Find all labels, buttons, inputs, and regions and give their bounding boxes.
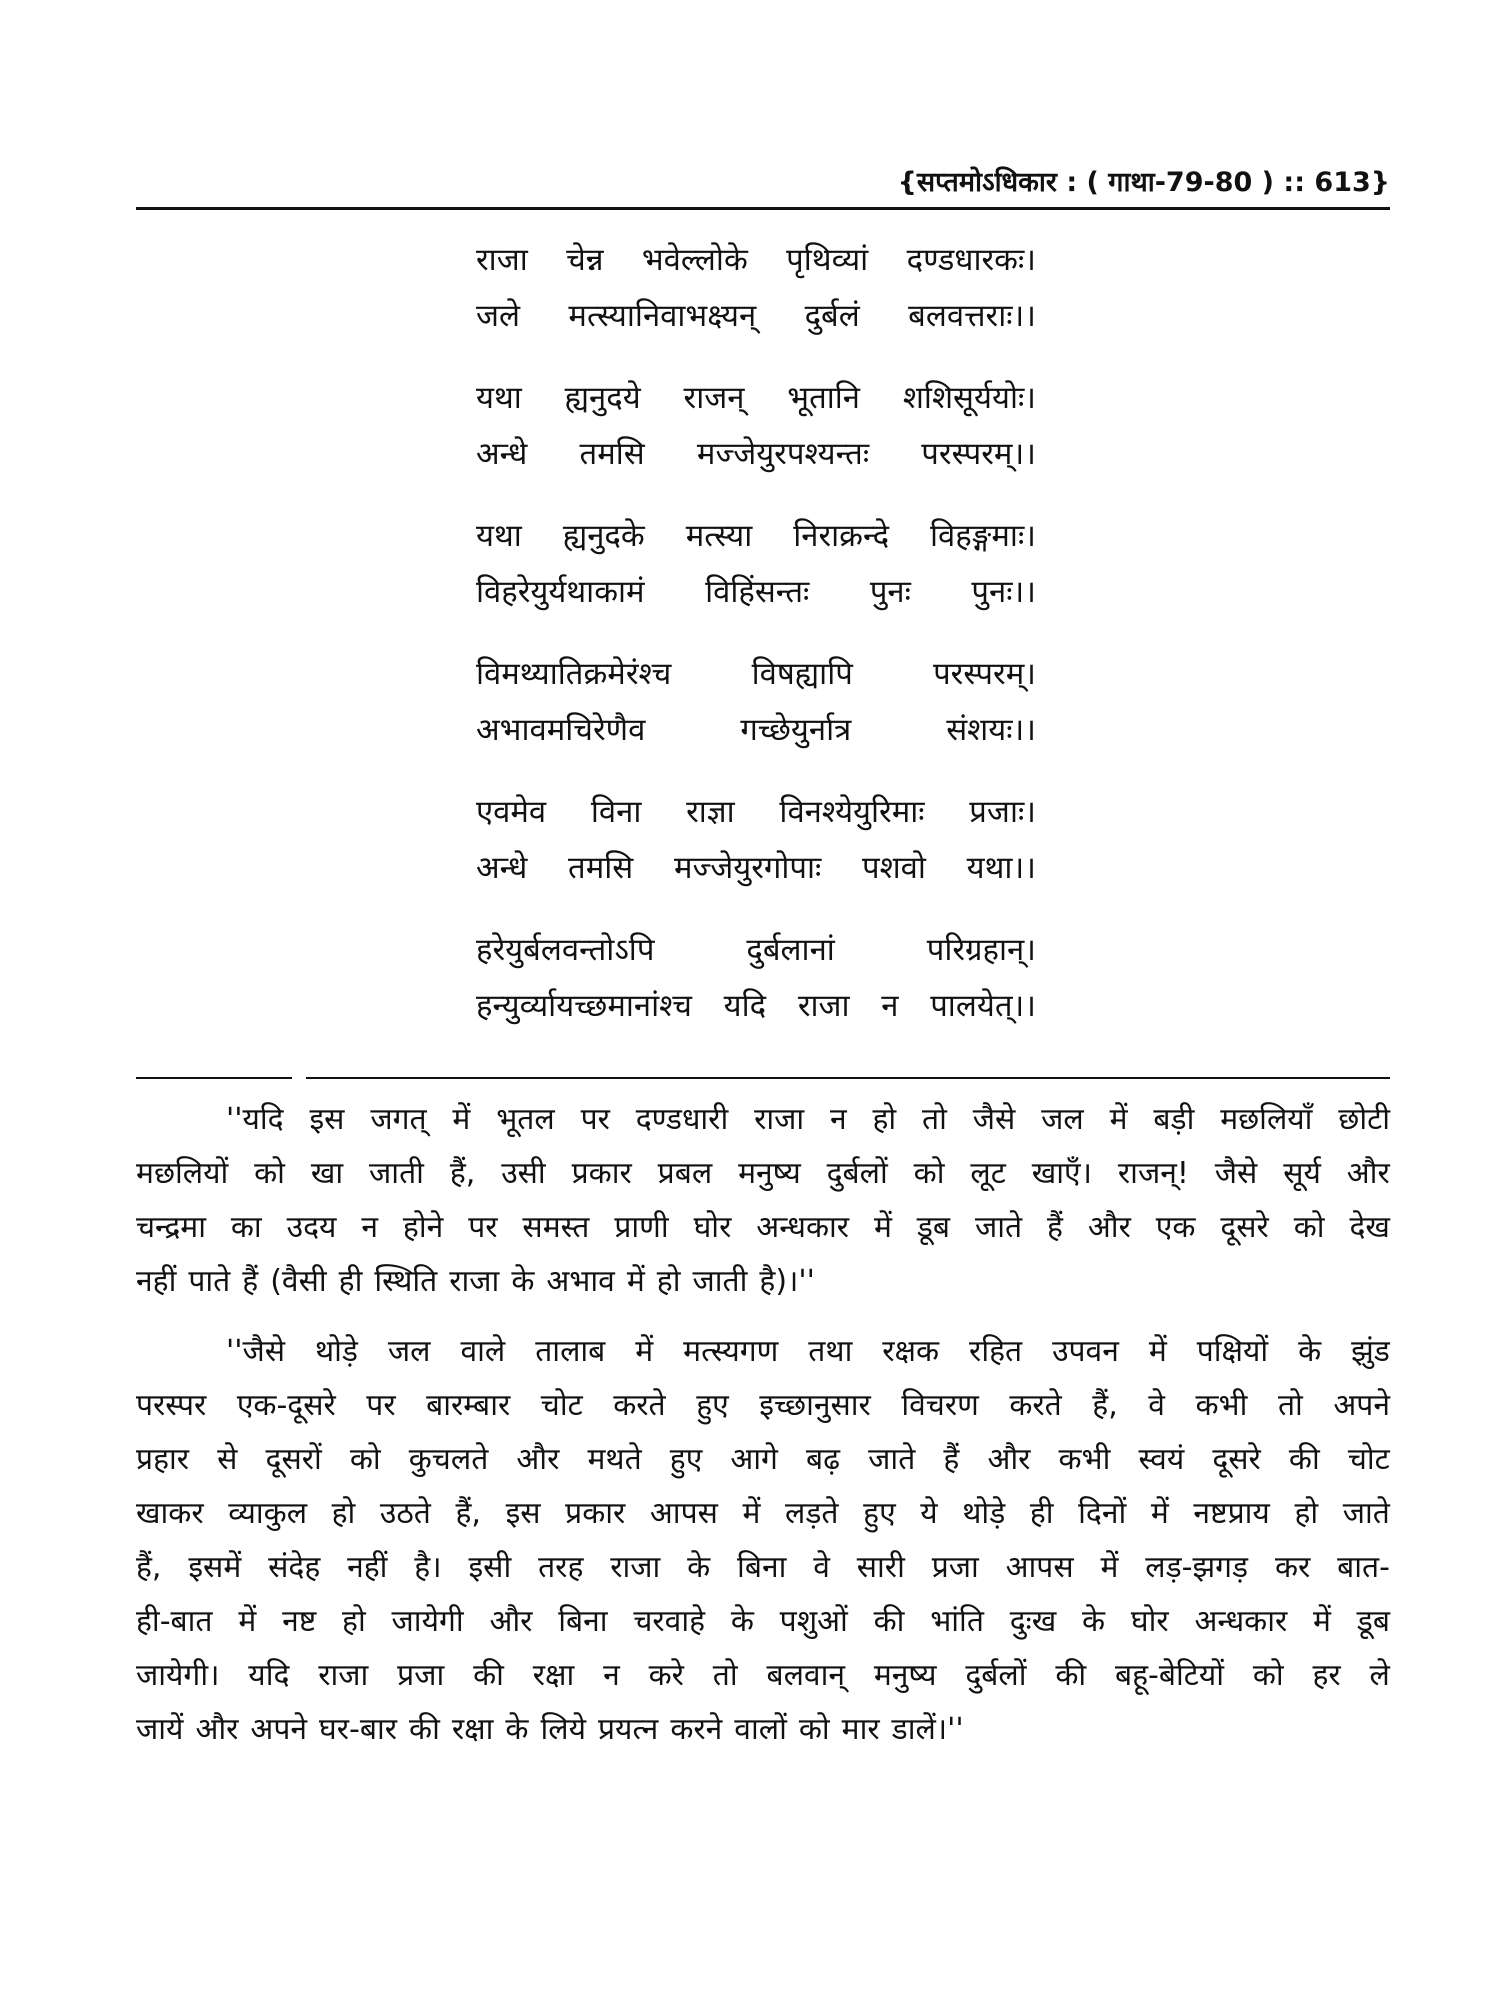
word: आपस — [649, 1496, 718, 1531]
word: तमसि — [579, 436, 645, 472]
word: जाती — [692, 1264, 748, 1299]
word: में — [452, 1102, 471, 1137]
word: पशुओं — [779, 1604, 848, 1639]
verse-line — [476, 702, 1036, 758]
word: विचरण — [901, 1388, 979, 1423]
word: भवेल्लोके — [641, 242, 748, 278]
word: भूतल — [496, 1102, 555, 1137]
word: की — [1288, 1442, 1320, 1477]
word: हैं — [943, 1442, 960, 1477]
word: लड़-झगड़ — [1145, 1550, 1249, 1585]
word: और — [489, 1604, 533, 1639]
word: न — [603, 1658, 620, 1693]
word: इस — [505, 1496, 541, 1531]
word: थोड़े — [314, 1334, 358, 1369]
word: के — [730, 1604, 754, 1639]
word: बात- — [1337, 1550, 1390, 1585]
word: में — [635, 1334, 654, 1369]
word: न — [881, 988, 899, 1024]
word: राजा — [797, 988, 850, 1024]
word: चोट — [1347, 1442, 1390, 1477]
word: जल — [1041, 1102, 1084, 1137]
word: सारी — [856, 1550, 905, 1585]
word: तालाब — [535, 1334, 606, 1369]
word: बिना — [558, 1604, 608, 1639]
word: संदेह — [268, 1550, 321, 1585]
word: जाते — [974, 1210, 1023, 1245]
word: हुए — [669, 1442, 703, 1477]
word: मत्स्यानिवाभक्ष्यन् — [568, 298, 757, 334]
word: कर — [1274, 1550, 1311, 1585]
word: विमथ्यातिक्रमेरंश्च — [476, 656, 672, 692]
word: ये — [920, 1496, 938, 1531]
word: पुनः।। — [971, 574, 1036, 610]
verse-line — [476, 840, 1036, 896]
word: जाते — [1342, 1496, 1390, 1531]
word: के — [505, 1712, 529, 1747]
word: पशवो — [861, 850, 926, 886]
paragraph-line — [136, 1703, 1390, 1757]
word: करते — [613, 1388, 666, 1423]
word: में — [873, 1210, 892, 1245]
word: दिनों — [1078, 1496, 1127, 1531]
word: हैं — [1047, 1210, 1063, 1245]
word: इसी — [468, 1550, 512, 1585]
header-rule — [136, 207, 1390, 210]
word: अन्धकार — [1194, 1604, 1288, 1639]
word: जगत् — [370, 1102, 427, 1137]
word: लिये — [540, 1712, 586, 1747]
word: हो — [342, 1604, 366, 1639]
word: ही — [1029, 1496, 1054, 1531]
word: को — [798, 1712, 830, 1747]
word: कुचलते — [408, 1442, 489, 1477]
sanskrit-verses — [476, 232, 1036, 1060]
word: प्रजाः। — [969, 794, 1036, 830]
word: नहीं — [347, 1550, 388, 1585]
paragraph-line — [136, 1201, 1390, 1255]
word: ''यदि — [226, 1102, 284, 1137]
paragraph-line — [136, 1649, 1390, 1703]
word: अपने — [250, 1712, 308, 1747]
word: यथा — [476, 518, 522, 554]
word: न — [361, 1210, 378, 1245]
word: और — [516, 1442, 560, 1477]
word: हरेयुर्बलवन्तोऽपि — [476, 932, 655, 968]
word: रक्षक — [882, 1334, 940, 1369]
word: में — [238, 1604, 257, 1639]
word: तरह — [538, 1550, 584, 1585]
word: संशयः।। — [946, 712, 1036, 748]
word: जाती — [369, 1156, 424, 1191]
word: से — [217, 1442, 238, 1477]
verse-line — [476, 922, 1036, 978]
verse-stanza — [476, 508, 1036, 620]
word: यथा।। — [966, 850, 1036, 886]
word: की — [1055, 1658, 1087, 1693]
word: उपवन — [1052, 1334, 1119, 1369]
word: दुर्बलं — [804, 298, 860, 334]
word: मथते — [587, 1442, 642, 1477]
word: करते — [1009, 1388, 1062, 1423]
word: तो — [1277, 1388, 1303, 1423]
word: हो — [872, 1102, 897, 1137]
word: घोर — [693, 1210, 732, 1245]
word: मार — [841, 1712, 880, 1747]
word: पर — [580, 1102, 610, 1137]
word: मनुष्य — [873, 1658, 937, 1693]
word: हैं, — [449, 1156, 476, 1191]
word: प्रजा — [397, 1658, 445, 1693]
word: बढ़ — [806, 1442, 841, 1477]
word: में — [1148, 1334, 1167, 1369]
word: आगे — [730, 1442, 778, 1477]
separator-rule-short — [136, 1077, 292, 1079]
word: चन्द्रमा — [136, 1210, 206, 1245]
verse-line — [476, 508, 1036, 564]
word: वाले — [460, 1334, 506, 1369]
verse-line — [476, 978, 1036, 1034]
word: गच्छेयुर्नात्र — [740, 712, 852, 748]
word: के — [1082, 1604, 1106, 1639]
word: और — [1087, 1210, 1131, 1245]
word: दूसरे — [1220, 1210, 1269, 1245]
word: परस्परम्।। — [921, 436, 1036, 472]
word: पालयेत्।। — [930, 988, 1036, 1024]
word: दण्डधारी — [635, 1102, 729, 1137]
word: दुर्बलों — [965, 1658, 1027, 1693]
word: दुर्बलानां — [746, 932, 835, 968]
word: की — [873, 1604, 905, 1639]
word: पक्षियों — [1196, 1334, 1269, 1369]
word: लड़ते — [785, 1496, 839, 1531]
word: एवमेव — [476, 794, 547, 830]
word: दूसरे — [1212, 1442, 1261, 1477]
word: परस्पर — [136, 1388, 207, 1423]
word: करने — [670, 1712, 723, 1747]
word: तो — [712, 1658, 738, 1693]
word: हैं, — [136, 1550, 162, 1585]
word: वालों — [734, 1712, 787, 1747]
paragraph-line — [136, 1325, 1390, 1379]
word: राजन्! — [1117, 1156, 1189, 1191]
word: वे — [813, 1550, 830, 1585]
word: को — [254, 1156, 285, 1191]
paragraph-line — [136, 1093, 1390, 1147]
separator-rule-long — [306, 1077, 1390, 1079]
word: शशिसूर्ययोः। — [902, 380, 1036, 416]
word: ह्यनुदये — [564, 380, 641, 416]
word: और — [1346, 1156, 1390, 1191]
word: है। — [414, 1550, 442, 1585]
word: की — [409, 1712, 440, 1747]
word: रहित — [969, 1334, 1023, 1369]
word: इच्छानुसार — [759, 1388, 871, 1423]
word: स्थिति — [374, 1264, 438, 1299]
word: अन्धे — [476, 436, 528, 472]
word: है)।'' — [759, 1264, 815, 1299]
word: ''जैसे — [226, 1334, 286, 1369]
word: एक-दूसरे — [236, 1388, 336, 1423]
word: आपस — [1005, 1550, 1074, 1585]
word: डूब — [1356, 1604, 1390, 1639]
word: अभाव — [546, 1264, 615, 1299]
paragraph-line — [136, 1541, 1390, 1595]
word: राजन् — [683, 380, 745, 416]
word: खाएँ। — [1031, 1156, 1093, 1191]
word: में — [626, 1264, 645, 1299]
word: जायें — [136, 1712, 184, 1747]
verse-line — [476, 646, 1036, 702]
word: जायेगी — [391, 1604, 464, 1639]
word: राजा — [476, 242, 528, 278]
word: खा — [310, 1156, 344, 1191]
word: अपने — [1333, 1388, 1390, 1423]
word: सूर्य — [1283, 1156, 1321, 1191]
word: प्रजा — [931, 1550, 979, 1585]
word: प्राणी — [614, 1210, 669, 1245]
word: हैं, — [1092, 1388, 1118, 1423]
word: बहू-बेटियों — [1114, 1658, 1225, 1693]
word: मज्जेयुरगोपाः — [673, 850, 822, 886]
word: देख — [1349, 1210, 1390, 1245]
word: दुर्बलों — [826, 1156, 888, 1191]
word: के — [511, 1264, 535, 1299]
word: होने — [402, 1210, 444, 1245]
word: चोट — [540, 1388, 583, 1423]
word: एक — [1155, 1210, 1196, 1245]
word: भूतानि — [787, 380, 861, 416]
word: का — [230, 1210, 262, 1245]
word: यदि — [248, 1658, 290, 1693]
word: चरवाहे — [633, 1604, 706, 1639]
word: राजा — [610, 1550, 661, 1585]
word: हर — [1312, 1658, 1341, 1693]
word: ही — [338, 1264, 363, 1299]
word: को — [349, 1442, 381, 1477]
word: कभी — [1058, 1442, 1111, 1477]
word: विहिंसन्तः — [705, 574, 810, 610]
word: छोटी — [1338, 1102, 1390, 1137]
word: हैं, — [455, 1496, 481, 1531]
word: निराक्रन्दे — [793, 518, 890, 554]
word: थोड़े — [962, 1496, 1006, 1531]
word: यथा — [476, 380, 522, 416]
word: के — [687, 1550, 711, 1585]
paragraph-line — [136, 1255, 1390, 1309]
word: ह्यनुदके — [562, 518, 645, 554]
word: उठते — [379, 1496, 431, 1531]
word: हो — [331, 1496, 356, 1531]
word: प्रबल — [657, 1156, 713, 1191]
word: विना — [590, 794, 642, 830]
word: मछलियों — [136, 1156, 229, 1191]
word: पर — [366, 1388, 396, 1423]
verse-line — [476, 564, 1036, 620]
word: जायेगी। — [136, 1658, 220, 1693]
word: पाते — [188, 1264, 231, 1299]
word: बलवान् — [766, 1658, 846, 1693]
word: विहङ्गमाः। — [930, 518, 1036, 554]
word: जैसे — [972, 1102, 1016, 1137]
paragraph-line — [136, 1147, 1390, 1201]
word: में — [1313, 1604, 1331, 1639]
word: को — [1252, 1658, 1284, 1693]
verse-line — [476, 370, 1036, 426]
word: डूब — [916, 1210, 951, 1245]
word: चेन्न — [566, 242, 604, 278]
verse-stanza — [476, 646, 1036, 758]
word: ले — [1369, 1658, 1390, 1693]
verse-stanza — [476, 370, 1036, 482]
word: अन्धे — [476, 850, 528, 886]
word: बारम्बार — [426, 1388, 511, 1423]
word: दूसरों — [265, 1442, 322, 1477]
word: लूट — [970, 1156, 1006, 1191]
word: (वैसी — [270, 1264, 327, 1299]
word: मछलियाँ — [1220, 1102, 1313, 1137]
verse-line — [476, 426, 1036, 482]
word: और — [987, 1442, 1031, 1477]
word: राजा — [754, 1102, 805, 1137]
verse-stanza — [476, 922, 1036, 1034]
paragraph-line — [136, 1595, 1390, 1649]
word: राज्ञा — [686, 794, 735, 830]
word: तमसि — [568, 850, 634, 886]
word: इसमें — [188, 1550, 242, 1585]
word: इस — [309, 1102, 345, 1137]
word: नहीं — [136, 1264, 177, 1299]
paragraph-line — [136, 1379, 1390, 1433]
word: जाते — [868, 1442, 916, 1477]
word: खाकर — [136, 1496, 204, 1531]
word: पुनः — [869, 574, 911, 610]
word: स्वयं — [1138, 1442, 1185, 1477]
word: प्रहार — [136, 1442, 190, 1477]
word: और — [195, 1712, 239, 1747]
word: ही-बात — [136, 1604, 213, 1639]
word: उसी — [501, 1156, 546, 1191]
word: राजा — [318, 1658, 369, 1693]
word: हुए — [863, 1496, 896, 1531]
word: बिना — [737, 1550, 787, 1585]
word: जले — [476, 298, 521, 334]
word: कभी — [1195, 1388, 1248, 1423]
word: घोर — [1130, 1604, 1169, 1639]
word: बड़ी — [1153, 1102, 1195, 1137]
word: को — [913, 1156, 945, 1191]
paragraph-line — [136, 1487, 1390, 1541]
word: प्रकार — [565, 1496, 626, 1531]
word: में — [1100, 1550, 1119, 1585]
word: की — [473, 1658, 504, 1693]
verse-stanza — [476, 784, 1036, 896]
word: अभावमचिरेणैव — [476, 712, 646, 748]
word: व्याकुल — [228, 1496, 308, 1531]
word: रक्षा — [451, 1712, 494, 1747]
verse-line — [476, 288, 1036, 344]
word: के — [1298, 1334, 1322, 1369]
word: जल — [387, 1334, 431, 1369]
verse-line — [476, 784, 1036, 840]
running-head: {सप्तमोऽधिकार : ( गाथा-79-80 ) :: 613} — [897, 167, 1390, 198]
word: रक्षा — [532, 1658, 575, 1693]
word: हन्युर्व्यायच्छमानांश्च — [476, 988, 692, 1024]
paragraph-line — [136, 1433, 1390, 1487]
word: बलवत्तराः।। — [908, 298, 1036, 334]
word: करे — [648, 1658, 684, 1693]
verse-line — [476, 232, 1036, 288]
word: न — [830, 1102, 847, 1137]
word: पर — [468, 1210, 498, 1245]
word: मत्स्यगण — [683, 1334, 779, 1369]
word: मत्स्या — [685, 518, 753, 554]
word: तो — [922, 1102, 947, 1137]
word: मज्जेयुरपश्यन्तः — [696, 436, 870, 472]
word: नष्ट — [282, 1604, 317, 1639]
word: जैसे — [1214, 1156, 1258, 1191]
word: वे — [1148, 1388, 1165, 1423]
word: हो — [656, 1264, 681, 1299]
word: में — [1109, 1102, 1128, 1137]
word: डालें।'' — [891, 1712, 964, 1747]
word: पृथिव्यां — [786, 242, 869, 278]
word: उदय — [286, 1210, 337, 1245]
word: हैं — [242, 1264, 259, 1299]
word: विहरेयुर्यथाकामं — [476, 574, 645, 610]
word: मनुष्य — [738, 1156, 801, 1191]
verse-stanza — [476, 232, 1036, 344]
word: नष्टप्राय — [1193, 1496, 1270, 1531]
word: समस्त — [522, 1210, 590, 1245]
word: परिग्रहान्। — [926, 932, 1036, 968]
word: दुःख — [1009, 1604, 1057, 1639]
word: विनश्येयुरिमाः — [779, 794, 925, 830]
word: दण्डधारकः। — [906, 242, 1036, 278]
word: प्रकार — [571, 1156, 632, 1191]
word: राजा — [449, 1264, 500, 1299]
word: अन्धकार — [756, 1210, 850, 1245]
word: परस्परम्। — [933, 656, 1036, 692]
word: को — [1293, 1210, 1325, 1245]
word: यदि — [723, 988, 767, 1024]
translation-paragraph-2 — [136, 1325, 1390, 1757]
word: में — [1150, 1496, 1169, 1531]
word: प्रयत्न — [597, 1712, 659, 1747]
word: भांति — [930, 1604, 984, 1639]
word: घर-बार — [319, 1712, 398, 1747]
word: हुए — [696, 1388, 729, 1423]
word: तथा — [808, 1334, 853, 1369]
word: झुंड — [1351, 1334, 1390, 1369]
word: हो — [1294, 1496, 1319, 1531]
translation-paragraph-1 — [136, 1093, 1390, 1309]
word: में — [742, 1496, 761, 1531]
word: विषह्यापि — [751, 656, 853, 692]
